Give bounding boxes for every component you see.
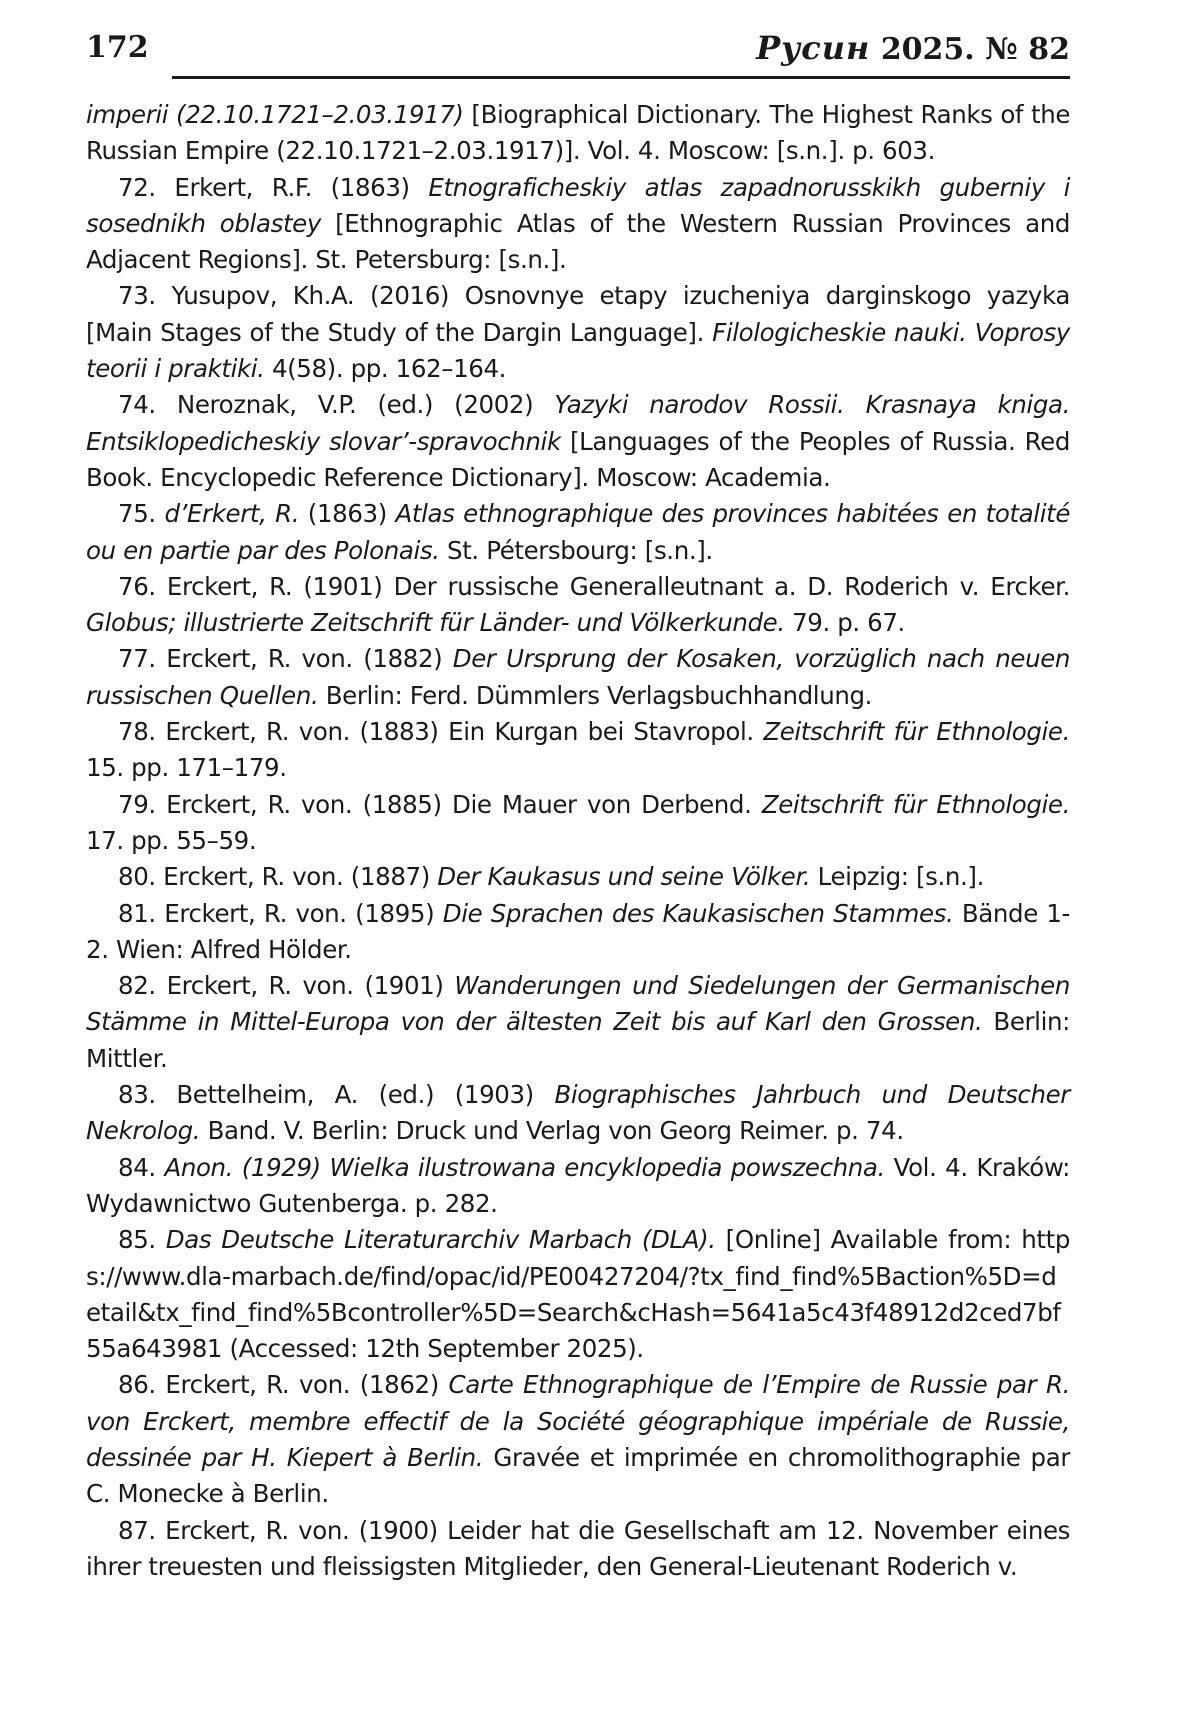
reference-title-text: Atlas ethnographique des provinces habitées en totalité ou en partie par des Polonais. <box>86 499 1070 565</box>
reference-text: 17. pp. 55–59. <box>86 825 257 855</box>
reference-text: 78. Erckert, R. von. (1883) Ein Kurgan bei Stavropol. <box>118 717 764 747</box>
reference-text: Leipzig: [s.n.]. <box>810 862 984 892</box>
reference-text: Vol. 4. Kraków: Wydawnictwo Gutenberga. p. 282. <box>86 1152 1070 1218</box>
reference-entry <box>86 1513 1070 1586</box>
reference-text: 73. Yusupov, Kh.A. (2016) Osnovnye etapy izucheniya darginskogo yazyka [Main Stages of the Study of the Dargin Language]. <box>86 281 1070 347</box>
reference-text: 86. Erckert, R. von. (1862) <box>118 1370 449 1400</box>
reference-entry <box>86 387 1070 496</box>
reference-text: 77. Erckert, R. von. (1882) <box>118 644 453 674</box>
journal-title <box>756 28 1070 70</box>
reference-text: [Languages of the Peoples of Russia. Red Book. Encyclopedic Reference Dictionary]. Moscow: Academia. <box>86 426 1070 492</box>
reference-entry <box>86 859 1070 895</box>
reference-text: (1863) <box>299 499 396 529</box>
reference-entry <box>86 896 1070 969</box>
reference-entry <box>86 968 1070 1077</box>
reference-url-link[interactable]: https://www.dla-marbach.de/find/opac/id/PE00427204/?tx_find_find%5Baction%5D=detail&tx_find_find%5Bcontroller%5D=Search&cHash=5641a5c43f48912d2ced7bf55a643981 <box>86 1225 1070 1364</box>
reference-title-text: imperii (22.10.1721–2.03.1917) <box>86 100 464 129</box>
reference-text: 79. p. 67. <box>784 608 905 638</box>
page-number: 172 <box>86 30 149 65</box>
reference-entry <box>86 1150 1070 1223</box>
reference-title-text: Die Sprachen des Kaukasischen Stammes. <box>442 898 954 928</box>
reference-text: Bände 1-2. Wien: Alfred Hölder. <box>86 898 1070 964</box>
reference-text: 15. pp. 171–179. <box>86 753 287 783</box>
reference-text: [Ethnographic Atlas of the Western Russian Provinces and Adjacent Regions]. St. Petersburg: [s.n.]. <box>86 208 1070 275</box>
reference-title-text: Biographisches Jahrbuch und Deutscher Nekrolog. <box>86 1080 1070 1146</box>
reference-entry <box>86 1222 1070 1367</box>
reference-text: St. Pétersbourg: [s.n.]. <box>439 535 713 565</box>
reference-text: 83. Bettelheim, A. (ed.) (1903) <box>118 1080 555 1110</box>
reference-title-text: Yazyki narodov Rossii. Krasnaya kniga. Entsiklopedicheskiy slovar’-spravochnik <box>86 390 1070 456</box>
reference-text: 82. Erckert, R. von. (1901) <box>118 971 455 1001</box>
reference-title-text: Filologicheskie nauki. Voprosy teorii i praktiki. <box>86 317 1071 384</box>
reference-text: 72. Erkert, R.F. (1863) <box>118 172 429 202</box>
reference-list <box>86 97 1070 1585</box>
reference-title-text: Globus; illustrierte Zeitschrift für Länder- und Völkerkunde. <box>86 608 785 638</box>
reference-text: 4(58). pp. 162–164. <box>264 354 507 384</box>
page-header <box>86 28 1070 74</box>
reference-text: (Accessed: 12th September 2025). <box>222 1334 644 1364</box>
reference-entry <box>86 1077 1070 1150</box>
reference-entry <box>86 569 1070 642</box>
reference-text: 84. <box>118 1152 165 1182</box>
reference-entry <box>86 496 1070 569</box>
reference-entry <box>86 714 1070 787</box>
reference-text: [Biographical Dictionary. The Highest Ranks of the Russian Empire (22.10.1721–2.03.1917)]. Vol. 4. Moscow: [s.n.]. p. 603. <box>86 100 1070 166</box>
reference-title-text: Der Ursprung der Kosaken, vorzüglich nach neuen russischen Quellen. <box>86 644 1070 710</box>
reference-entry <box>86 278 1070 387</box>
reference-title-text: d’Erkert, R. <box>164 499 300 529</box>
header-rule <box>172 76 1070 79</box>
reference-title-text: Etnograficheskiy atlas zapadnorusskikh guberniy i sosednikh oblastey <box>86 172 1070 238</box>
reference-text: 80. Erckert, R. von. (1887) <box>118 862 438 892</box>
reference-title-text: Zeitschrift für Ethnologie. <box>763 717 1070 747</box>
reference-text: 81. Erckert, R. von. (1895) <box>118 898 443 928</box>
reference-title-text: Zeitschrift für Ethnologie. <box>761 789 1070 819</box>
reference-text: [Online] Available from: <box>715 1225 1022 1255</box>
reference-entry <box>86 641 1070 714</box>
reference-text: 75. <box>118 499 165 529</box>
reference-entry <box>86 97 1070 170</box>
reference-entry <box>86 170 1070 279</box>
journal-name: Русин <box>756 29 871 67</box>
reference-title-text: Der Kaukasus und seine Völker. <box>437 862 811 892</box>
reference-text: 87. Erckert, R. von. (1900) Leider hat die Gesellschaft am 12. November eines ihrer treuesten und fleissigsten Mitglieder, den General-Lieutenant Roderich v. <box>86 1515 1070 1581</box>
reference-text: 79. Erckert, R. von. (1885) Die Mauer von Derbend. <box>118 789 762 819</box>
reference-text: Berlin: Mittler. <box>86 1007 1070 1073</box>
reference-text: Gravée et imprimée en chromolithographie par C. Monecke à Berlin. <box>86 1442 1070 1509</box>
reference-title-text: Wanderungen und Siedelungen der Germanischen Stämme in Mittel-Europa von der ältesten Zeit bis auf Karl den Grossen. <box>86 971 1070 1037</box>
reference-title-text: Anon. (1929) Wielka ilustrowana encyklopedia powszechna. <box>164 1152 885 1182</box>
reference-text: 85. <box>118 1225 166 1255</box>
reference-title-text: Das Deutsche Literaturarchiv Marbach (DLA). <box>165 1225 716 1255</box>
reference-text: 74. Neroznak, V.P. (ed.) (2002) <box>118 390 555 420</box>
reference-text: Band. V. Berlin: Druck und Verlag von Georg Reimer. p. 74. <box>200 1116 904 1146</box>
reference-entry <box>86 1367 1070 1512</box>
journal-issue: 2025. № 82 <box>880 32 1070 67</box>
reference-text: Berlin: Ferd. Dümmlers Verlagsbuchhandlung. <box>318 680 872 710</box>
reference-entry <box>86 787 1070 860</box>
reference-text: 76. Erckert, R. (1901) Der russische Generalleutnant a. D. Roderich v. Ercker. <box>118 571 1070 601</box>
reference-title-text: Carte Ethnographique de l’Empire de Russie par R. von Erckert, membre effectif de la Société géographique impériale de Russie, dessinée par H. Kiepert à Berlin. <box>86 1370 1070 1472</box>
